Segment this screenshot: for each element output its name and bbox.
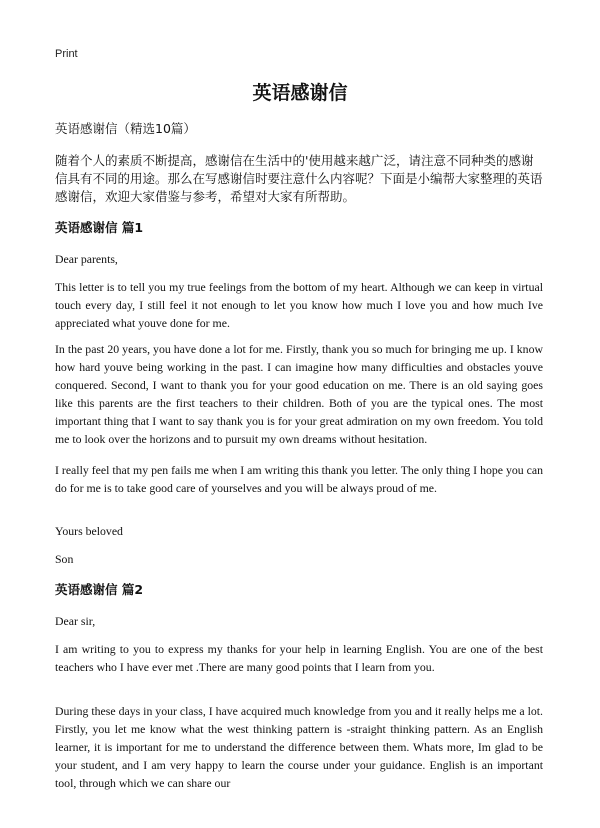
letter2-paragraph-2: During these days in your class, I have acquired much knowledge from you and it really helps me a lot. Firstly, you let me know what the west thinking pattern is -straight thinking pattern. As an English learner, it is important for me to understand the difference between them. Whats more, Im glad to be your student, and I am very happy to learn the course under your guidance. English is an important tool, through which we can share our bbox=[55, 704, 543, 790]
letter1-paragraph-1: This letter is to tell you my true feelings from the bottom of my heart. Although we can keep in virtual touch every day, I still feel it not enough to let you know how much I love you and how much Ive appreciated what youve done for me. bbox=[55, 280, 543, 330]
letter2-heading: 英语感谢信 篇2 bbox=[55, 582, 144, 597]
letter1-heading: 英语感谢信 篇1 bbox=[55, 220, 144, 235]
letter1-salutation: Dear parents, bbox=[55, 252, 118, 266]
intro-paragraph: 随着个人的素质不断提高，感谢信在生活中的'使用越来越广泛，请注意不同种类的感谢信具有不同的用途。那么在写感谢信时要注意什么内容呢？下面是小编帮大家整理的英语感谢信，欢迎大家借鉴与参考，希望对大家有所帮助。 bbox=[55, 153, 543, 204]
letter1-closing: Yours beloved bbox=[55, 524, 123, 538]
document-subtitle: 英语感谢信（精选10篇） bbox=[55, 121, 196, 136]
letter1-paragraph-2: In the past 20 years, you have done a lot for me. Firstly, thank you so much for bringing me up. I know how hard youve being working in the past. I can imagine how many difficulties and obstacles youve conquered. Second, I want to thank you for your good education on me. There is an old saying goes like this parents are the first teachers to their children. Both of you are the typical ones. The most important thing that I want to say thank you is for your great admiration on my own freedom. You told me to look over the horizons and to pursuit my own dreams without hesitation. bbox=[55, 342, 543, 446]
letter1-signature: Son bbox=[55, 552, 74, 566]
print-label: Print bbox=[55, 48, 78, 60]
document-title: 英语感谢信 bbox=[252, 82, 348, 104]
letter2-paragraph-1: I am writing to you to express my thanks for your help in learning English. You are one of the best teachers who I have ever met .There are many good points that I learn from you. bbox=[55, 642, 543, 674]
letter1-paragraph-3: I really feel that my pen fails me when I am writing this thank you letter. The only thing I hope you can do for me is to take good care of yourselves and you will be always proud of me. bbox=[55, 463, 543, 495]
letter2-salutation: Dear sir, bbox=[55, 614, 96, 628]
